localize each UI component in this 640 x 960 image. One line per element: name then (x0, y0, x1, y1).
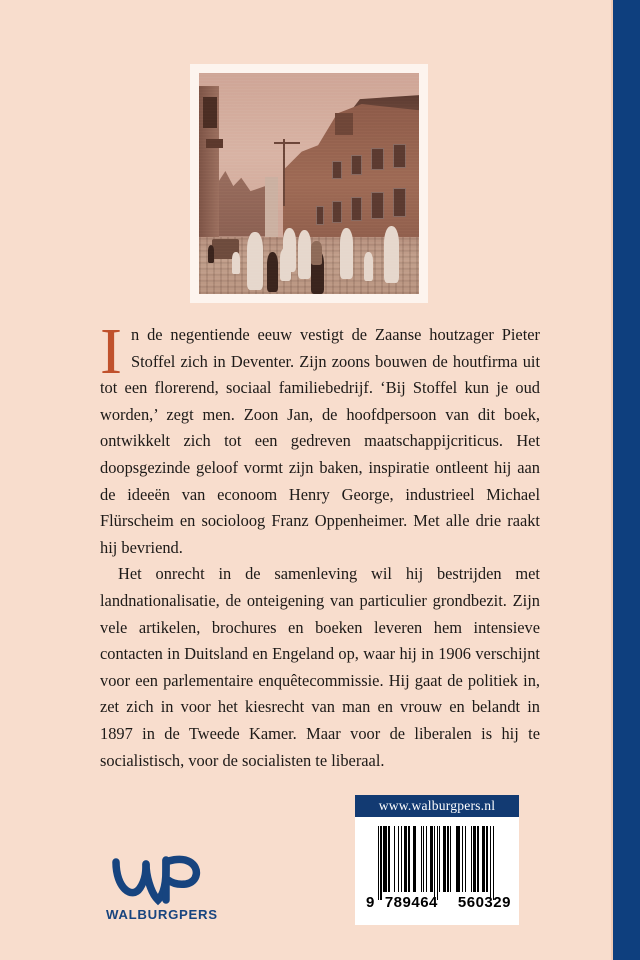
book-spine-strip (613, 0, 640, 960)
blurb-dropcap: I (100, 315, 122, 388)
barcode-digit-lead: 9 (366, 894, 375, 911)
barcode-bars (378, 826, 504, 892)
blurb-paragraph-1-text: n de negentiende eeuw vestigt de Zaanse houtzager Pieter Stoffel zich in Deventer. Zijn zoons bouwen de houtfirma uit tot een florerend, sociaal familiebedrijf. ‘Bij Stoffel kun je oud worden,’ zegt men. Zoon Jan, de hoofdpersoon van dit boek, ontwikkelt zich tot een gedreven maatschappijcriticus. Het doopsgezinde geloof vormt zijn baken, inspiratie ontleent hij aan de ideeën van econoom Henry George, industrieel Michael Flürscheim en socioloog Franz Oppenheimer. Met alle drie raakt hij bevriend. (100, 325, 540, 557)
barcode-digit-group-1: 789464 (384, 894, 438, 911)
blurb-paragraph-2: Het onrecht in de samenleving wil hij bestrijden met landnationalisatie, de onteigening van particulier grondbezit. Zijn vele artikelen, brochures en boeken leveren hem intensieve contacten in Duitsland en Engeland op, waar hij in 1906 verschijnt voor een parlementaire enquêtecommissie. Hij gaat de politiek in, zet zich in voor het kiesrecht van man en vrouw en belandt in 1897 in de Tweede Kamer. Maar voor de liberalen is hij te socialistisch, voor de socialisten te liberaal. (100, 564, 540, 770)
publisher-wordmark: WALBURGPERS (106, 907, 218, 922)
publisher-logo (106, 852, 216, 924)
barcode-box (355, 817, 519, 925)
photo-frame (190, 64, 428, 303)
wp-monogram-icon (106, 852, 216, 906)
barcode-digits (364, 894, 510, 911)
back-cover-blurb (100, 315, 540, 774)
barcode-digit-group-2: 560329 (457, 894, 511, 911)
blurb-paragraph-1 (100, 315, 540, 561)
barcode-block (355, 795, 519, 925)
publisher-url-banner[interactable]: www.walburgpers.nl (355, 795, 519, 817)
photo-grain-overlay (199, 73, 419, 294)
cover-photograph (199, 73, 419, 294)
